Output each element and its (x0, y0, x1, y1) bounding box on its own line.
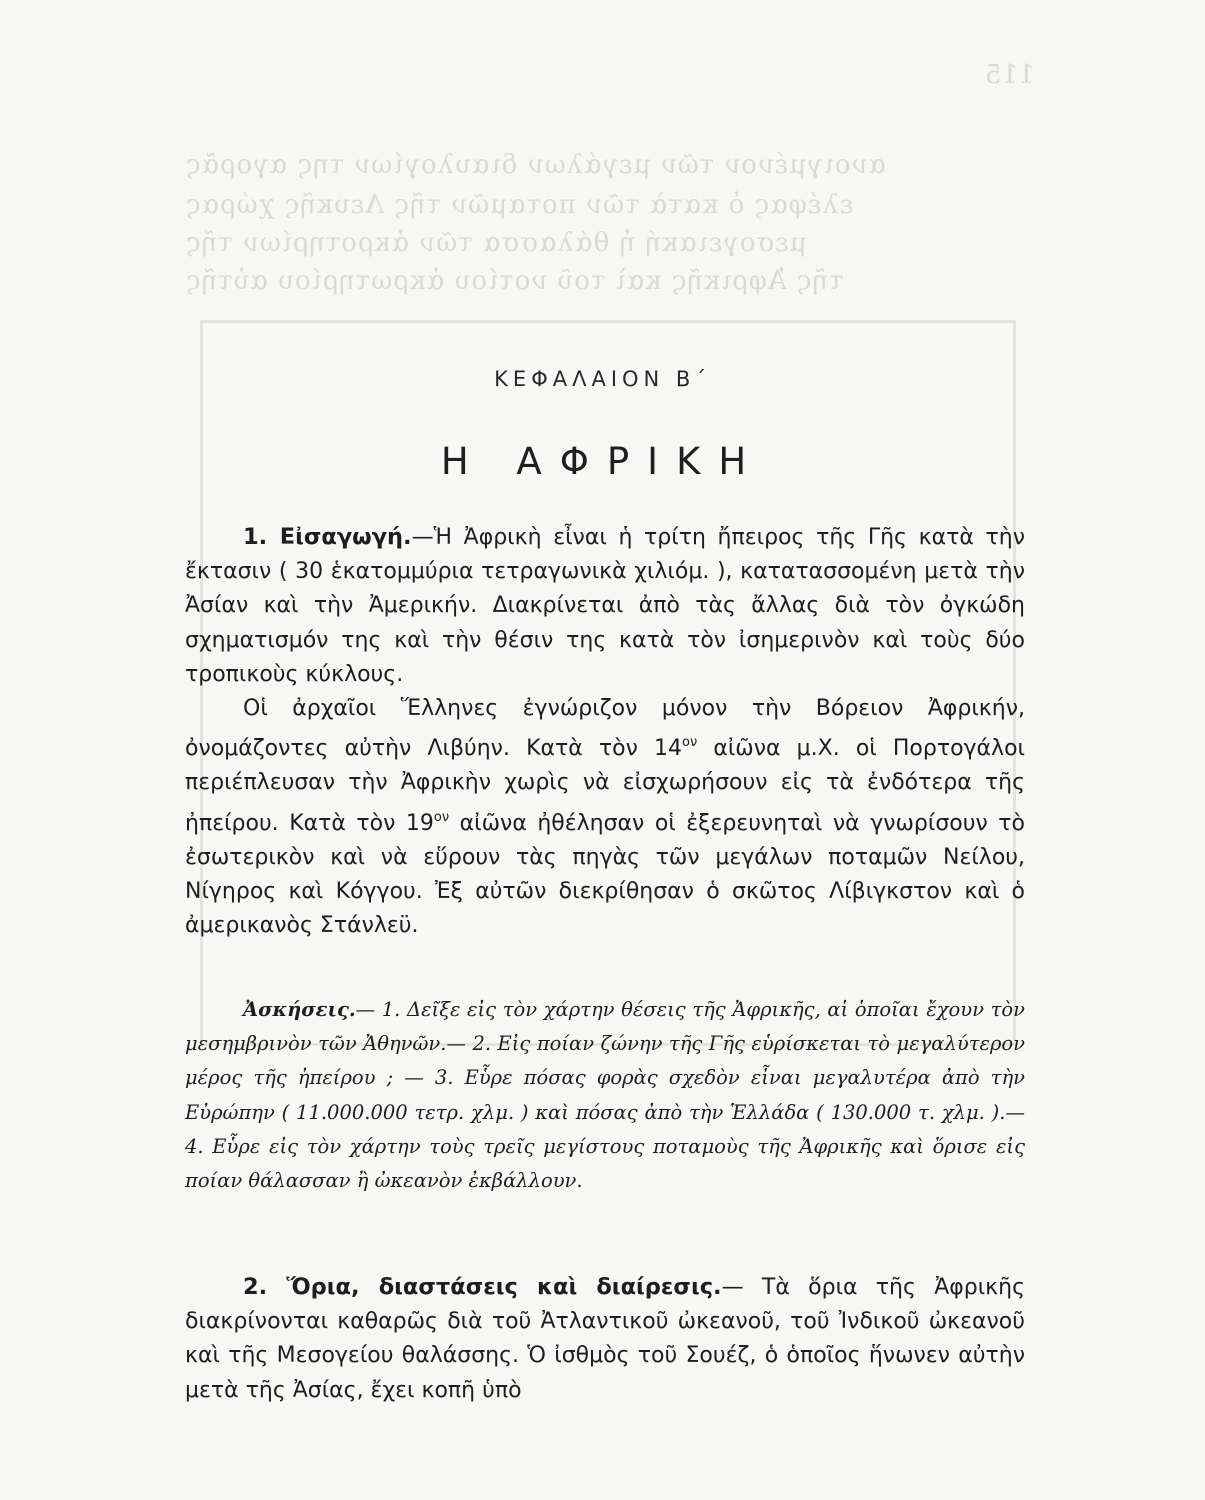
paragraph-1-body: —Ἡ Ἀφρικὴ εἶναι ἡ τρίτη ἤπειρος τῆς Γῆς κατὰ τὴν ἔκτασιν ( 30 ἑκατομμύρια τετραγωνικὰ χιλιόμ. ), κατατασσομένη μετὰ τὴν Ἀσίαν καὶ τὴν Ἀμερικήν. Διακρίνεται ἀπὸ τὰς ἄλλας διὰ τὸν ὀγκώδη σχηματισμόν της καὶ τὴν θέσιν της κατὰ τὸν ἰσημερινὸν καὶ τοὺς δύο τροπικοὺς κύκλους. (185, 525, 1025, 687)
bleed-through-text: μεσογειακή ἡ θάλασσα τῶν ἀκροτηρίων τῆς (185, 228, 807, 258)
paragraph-2 (185, 692, 1025, 943)
exercises-text (185, 993, 1025, 1198)
ordinal-superscript: ον (433, 809, 450, 825)
paragraph-2-part-a: Οἱ ἀρχαῖοι Ἕλληνες ἐγνώριζον μόνον τὴν Βόρειον Ἀφρικήν, ὀνομάζοντες αὐτὴν Λιβύην. Κατὰ τὸν 14 (185, 696, 1025, 762)
paragraph-1 (185, 520, 1025, 692)
bleed-through-text: τῆς Ἀφρικῆς καὶ τοῦ νοτίου ἀκρωτηρίου αὐτῆς (185, 266, 844, 296)
exercises-label: Ἀσκήσεις. (243, 998, 356, 1021)
bleed-through-text: ελέφας ὁ κατὰ τῶν ποταμῶν τῆς Λευκῆς χώρας (185, 190, 854, 220)
section-introduction (185, 520, 1025, 943)
section-1-heading: 1. Εἰσαγωγή. (243, 524, 412, 550)
bleed-through-text: ανοιγμένον τῶν μεγάλων διαυλογίων της αγορᾶς (185, 150, 886, 180)
paragraph-3 (185, 1270, 1025, 1408)
section-borders (185, 1270, 1025, 1408)
paragraph-2-part-c: αἰῶνα ἠθέλησαν οἱ ἐξερευνηταὶ νὰ γνωρίσουν τὸ ἐσωτερικὸν καὶ νὰ εὕρουν τὰς πηγὰς τῶν μεγάλων ποταμῶν Νείλου, Νίγηρος καὶ Κόγγου. Ἐξ αὐτῶν διεκρίθησαν ὁ σκῶτος Λίβιγκστον καὶ ὁ ἀμερικανὸς Στάνλεϋ. (185, 810, 1025, 939)
ordinal-superscript: ον (682, 735, 698, 751)
section-2-heading: 2. Ὅρια, διαστάσεις καὶ διαίρεσις. (243, 1274, 722, 1300)
paragraph-2-part-b: αἰῶνα μ.Χ. οἱ Πορτογάλοι περιέπλευσαν τὴν Ἀφρικὴν χωρὶς νὰ εἰσχωρήσουν εἰς τὰ ἐνδότερα τῆς ἠπείρου. Κατὰ τὸν 19 (185, 736, 1025, 836)
paragraph-3-body: — Τὰ ὅρια τῆς Ἀφρικῆς διακρίνονται καθαρῶς διὰ τοῦ Ἀτλαντικοῦ ὠκεανοῦ, τοῦ Ἰνδικοῦ ὠκεανοῦ καὶ τῆς Μεσογείου θαλάσσης. Ὁ ἰσθμὸς τοῦ Σουέζ, ὁ ὁποῖος ἥνωνεν αὐτὴν μετὰ τῆς Ἀσίας, ἔχει κοπῆ ὑπὸ (185, 1275, 1025, 1403)
bleed-through-page-number: 115 (985, 60, 1035, 90)
chapter-label: ΚΕΦΑΛΑΙΟΝ Β΄ (494, 367, 711, 391)
exercises-body: — 1. Δεῖξε εἰς τὸν χάρτην θέσεις τῆς Ἀφρικῆς, αἱ ὁποῖαι ἔχουν τὸν μεσημβρινὸν τῶν Ἀθηνῶν.— 2. Εἰς ποίαν ζώνην τῆς Γῆς εὑρίσκεται τὸ μεγαλύτερον μέρος τῆς ἠπείρου ; — 3. Εὗρε πόσας φορὰς σχεδὸν εἶναι μεγαλυτέρα ἀπὸ τὴν Εὐρώπην ( 11.000.000 τετρ. χλμ. ) καὶ πόσας ἀπὸ τὴν Ἑλλάδα ( 130.000 τ. χλμ. ).— 4. Εὗρε εἰς τὸν χάρτην τοὺς τρεῖς μεγίστους ποταμοὺς τῆς Ἀφρικῆς καὶ ὅρισε εἰς ποίαν θάλασσαν ἢ ὠκεανὸν ἐκβάλλουν. (185, 998, 1025, 1193)
exercises-block (185, 993, 1025, 1198)
page-title: Η ΑΦΡΙΚΗ (440, 440, 765, 483)
